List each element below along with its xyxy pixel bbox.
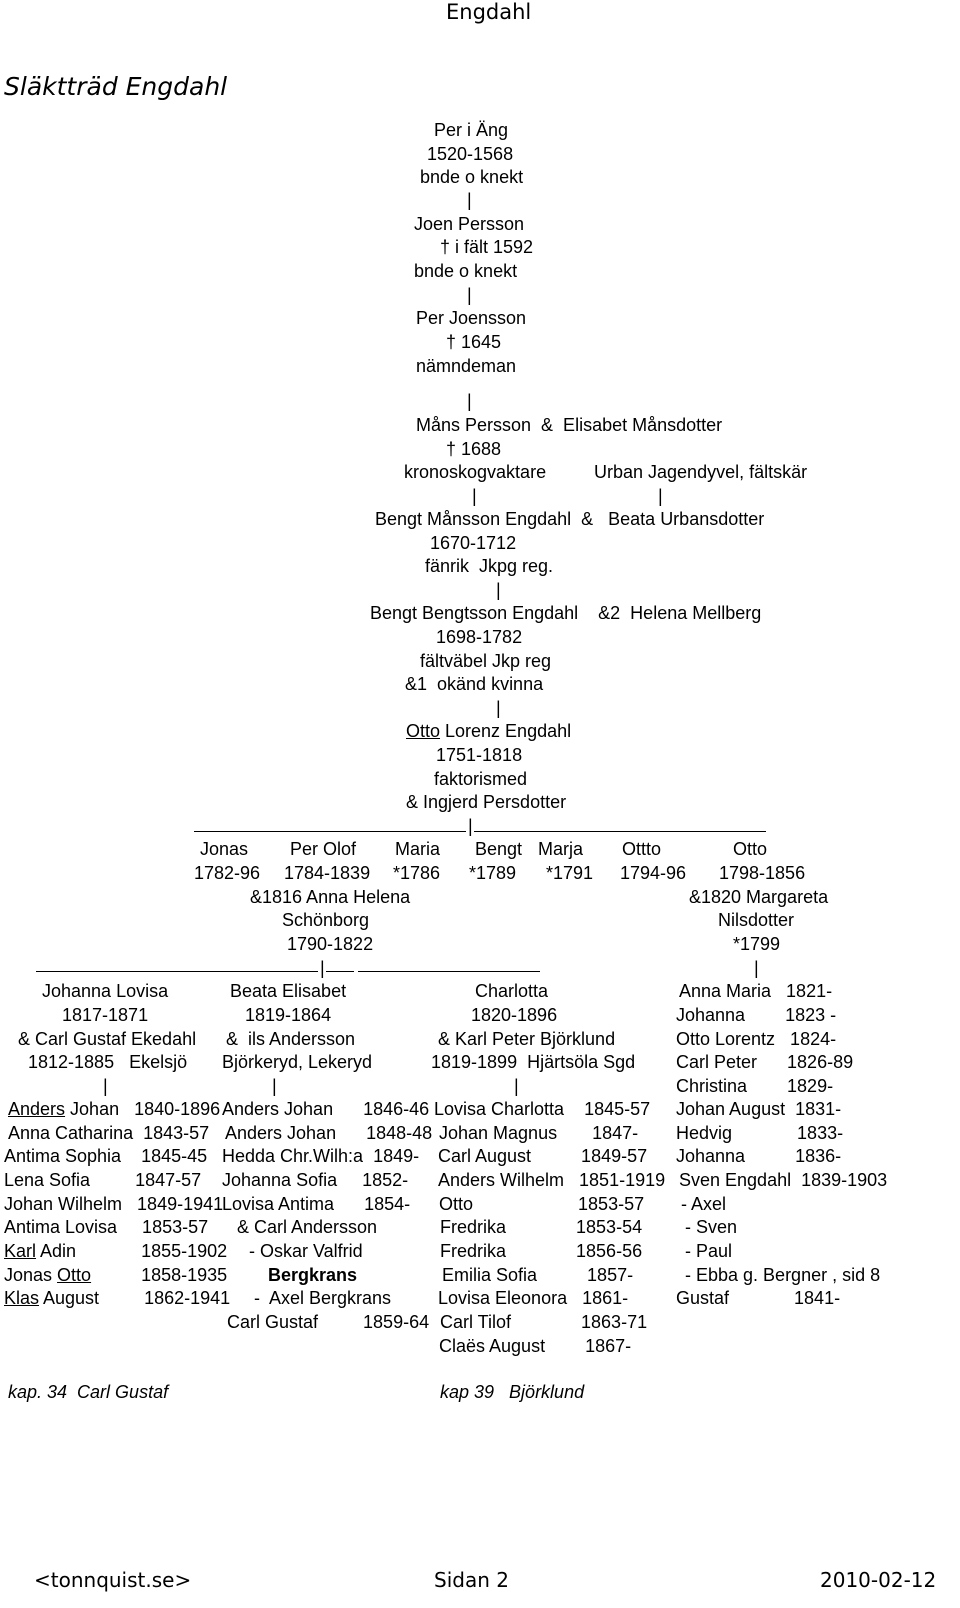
- tree-text-line: Anders Johan 1848-48: [225, 1123, 433, 1143]
- tree-text-line: † 1645: [446, 332, 502, 352]
- tree-text-line: Ottto: [622, 839, 662, 859]
- tree-text-line: Bergkrans: [268, 1265, 358, 1285]
- tree-text-line: Bengt Bengtsson Engdahl &2 Helena Mellberg: [370, 603, 762, 623]
- connector-line: [36, 971, 318, 972]
- tree-text-line: & Karl Peter Björklund: [438, 1029, 616, 1049]
- tree-text-line: Fredrika 1856-56: [440, 1241, 643, 1261]
- tree-text-line: Anders Johan 1846-46: [222, 1099, 430, 1119]
- tree-text-line: Jonas: [200, 839, 249, 859]
- tree-text-line: Lena Sofia 1847-57: [4, 1170, 202, 1190]
- tree-text-line: Joen Persson: [414, 214, 525, 234]
- tree-text-line: Gustaf 1841-: [676, 1288, 841, 1308]
- tree-text-line: Bengt Månsson Engdahl & Beata Urbansdotter: [375, 509, 765, 529]
- tree-text-line: Bengt: [475, 839, 523, 859]
- tree-text-line: Per Olof: [290, 839, 357, 859]
- tree-text-line: & ils Andersson: [226, 1029, 356, 1049]
- tree-text-line: Per i Äng: [434, 120, 509, 140]
- tree-text-line: 1812-1885 Ekelsjö: [28, 1052, 188, 1072]
- tree-text-line: 1782-96: [194, 863, 261, 883]
- tree-text-line: Johanna Sofia 1852-: [222, 1170, 409, 1190]
- tree-text-line: † i fält 1592: [440, 237, 534, 257]
- tree-text-line: Emilia Sofia 1857-: [442, 1265, 634, 1285]
- tree-text-line: |: [103, 1076, 108, 1096]
- tree-text-line: & Carl Andersson: [237, 1217, 378, 1237]
- tree-text-line: Beata Elisabet: [230, 981, 347, 1001]
- tree-text-line: Lovisa Charlotta 1845-57: [434, 1099, 651, 1119]
- tree-text-line: nämndeman: [416, 356, 517, 376]
- tree-text-line: bnde o knekt: [414, 261, 518, 281]
- tree-text-line: † 1688: [446, 439, 502, 459]
- tree-text-line: Johanna 1823 -: [676, 1005, 837, 1025]
- footer-site: <tonnquist.se>: [34, 1568, 192, 1592]
- footer-page-number: Sidan 2: [434, 1568, 509, 1592]
- tree-text-line: |: [272, 1076, 277, 1096]
- tree-text-line: Charlotta: [475, 981, 549, 1001]
- tree-text-line: Antima Lovisa 1853-57: [4, 1217, 209, 1237]
- tree-text-line: Anders Wilhelm 1851-1919: [438, 1170, 666, 1190]
- tree-text-line: Antima Sophia 1845-45: [4, 1146, 208, 1166]
- tree-text-line: bnde o knekt: [420, 167, 524, 187]
- chapter-reference: kap. 34 Carl Gustaf: [8, 1382, 169, 1402]
- tree-text-line: Anna Maria 1821-: [679, 981, 833, 1001]
- tree-text-line: Måns Persson & Elisabet Månsdotter: [416, 415, 723, 435]
- tree-text-line: Johan August 1831-: [676, 1099, 842, 1119]
- tree-text-line: Anders Johan 1840-1896: [8, 1099, 221, 1119]
- tree-text-line: Karl Adin 1855-1902: [4, 1241, 228, 1261]
- tree-text-line: Björkeryd, Lekeryd: [222, 1052, 373, 1072]
- tree-text-line: &1816 Anna Helena: [250, 887, 411, 907]
- tree-text-line: Nilsdotter: [718, 910, 795, 930]
- connector-line: [194, 831, 466, 832]
- tree-text-line: kronoskogvaktare: [404, 462, 547, 482]
- tree-text-line: & Carl Gustaf Ekedahl: [18, 1029, 197, 1049]
- tree-text-line: Schönborg: [282, 910, 370, 930]
- tree-text-line: &1 okänd kvinna: [405, 674, 544, 694]
- tree-text-line: 1798-1856: [719, 863, 806, 883]
- tree-text-line: *1789: [469, 863, 517, 883]
- tree-text-line: Klas August 1862-1941: [4, 1288, 231, 1308]
- tree-text-line: Otto 1853-57: [439, 1194, 645, 1214]
- tree-text-line: |: [496, 698, 501, 718]
- tree-text-line: Hedvig 1833-: [676, 1123, 844, 1143]
- tree-text-line: Fredrika 1853-54: [440, 1217, 643, 1237]
- tree-text-line: 1670-1712: [430, 533, 517, 553]
- tree-text-line: Johan Magnus 1847-: [439, 1123, 639, 1143]
- tree-text-line: 1820-1896: [471, 1005, 558, 1025]
- tree-text-line: |: [467, 190, 472, 210]
- tree-text-line: Johan Wilhelm 1849-1941: [4, 1194, 224, 1214]
- tree-text-line: fänrik Jkpg reg.: [425, 556, 554, 576]
- tree-text-line: 1819-1899 Hjärtsöla Sgd: [431, 1052, 636, 1072]
- tree-text-line: faktorismed: [434, 769, 528, 789]
- tree-text-line: - Axel: [681, 1194, 727, 1214]
- tree-text-line: |: [496, 580, 501, 600]
- document-title: Släktträd Engdahl: [4, 72, 228, 101]
- tree-text-line: |: [754, 958, 759, 978]
- tree-text-line: Christina 1829-: [676, 1076, 834, 1096]
- tree-text-line: - Oskar Valfrid: [249, 1241, 363, 1261]
- tree-text-line: Lovisa Antima 1854-: [222, 1194, 411, 1214]
- tree-text-line: Hedda Chr.Wilh:a 1849-: [222, 1146, 420, 1166]
- tree-text-line: Urban Jagendyvel, fältskär: [594, 462, 808, 482]
- tree-text-line: Claës August 1867-: [439, 1336, 632, 1356]
- tree-text-line: Otto Lorenz Engdahl: [406, 721, 572, 741]
- tree-text-line: 1698-1782: [436, 627, 523, 647]
- tree-text-line: - Ebba g. Bergner , sid 8: [685, 1265, 881, 1285]
- tree-text-line: - Sven: [685, 1217, 738, 1237]
- tree-text-line: & Ingjerd Persdotter: [406, 792, 567, 812]
- tree-text-line: Johanna Lovisa: [42, 981, 169, 1001]
- tree-text-line: fältväbel Jkp reg: [420, 651, 552, 671]
- tree-text-line: |: [514, 1076, 519, 1096]
- tree-text-line: Per Joensson: [416, 308, 527, 328]
- tree-text-line: Jonas Otto 1858-1935: [4, 1265, 228, 1285]
- tree-text-line: Carl Tilof 1863-71: [440, 1312, 648, 1332]
- tree-text-line: *1799: [733, 934, 781, 954]
- tree-text-line: |: [472, 486, 477, 506]
- tree-text-line: - Axel Bergkrans: [254, 1288, 392, 1308]
- tree-text-line: |: [467, 285, 472, 305]
- tree-text-line: Otto Lorentz 1824-: [676, 1029, 837, 1049]
- page-header: Engdahl: [446, 0, 532, 24]
- tree-text-line: *1786: [393, 863, 441, 883]
- connector-line: [474, 831, 766, 832]
- tree-text-line: Anna Catharina 1843-57: [8, 1123, 210, 1143]
- tree-text-line: Johanna 1836-: [676, 1146, 842, 1166]
- tree-text-line: |: [468, 816, 473, 836]
- tree-text-line: Lovisa Eleonora 1861-: [438, 1288, 629, 1308]
- tree-text-line: |: [320, 958, 325, 978]
- tree-text-line: 1751-1818: [436, 745, 523, 765]
- tree-text-line: |: [658, 486, 663, 506]
- tree-text-line: Marja: [538, 839, 584, 859]
- tree-text-line: - Paul: [685, 1241, 733, 1261]
- tree-text-line: Carl Gustaf 1859-64: [227, 1312, 430, 1332]
- tree-text-line: Carl Peter 1826-89: [676, 1052, 854, 1072]
- tree-text-line: 1790-1822: [287, 934, 374, 954]
- tree-text-line: 1817-1871: [62, 1005, 149, 1025]
- tree-text-line: 1819-1864: [245, 1005, 332, 1025]
- tree-text-line: &1820 Margareta: [689, 887, 829, 907]
- tree-text-line: *1791: [546, 863, 594, 883]
- connector-line: [358, 971, 540, 972]
- tree-text-line: 1520-1568: [427, 144, 514, 164]
- footer-date: 2010-02-12: [820, 1568, 937, 1592]
- tree-text-line: Sven Engdahl 1839-1903: [679, 1170, 888, 1190]
- tree-text-line: 1784-1839: [284, 863, 371, 883]
- tree-text-line: Otto: [733, 839, 768, 859]
- chapter-reference: kap 39 Björklund: [440, 1382, 585, 1402]
- tree-text-line: |: [467, 391, 472, 411]
- tree-text-line: Maria: [395, 839, 441, 859]
- tree-text-line: 1794-96: [620, 863, 687, 883]
- tree-text-line: Carl August 1849-57: [438, 1146, 648, 1166]
- connector-line: [326, 971, 354, 972]
